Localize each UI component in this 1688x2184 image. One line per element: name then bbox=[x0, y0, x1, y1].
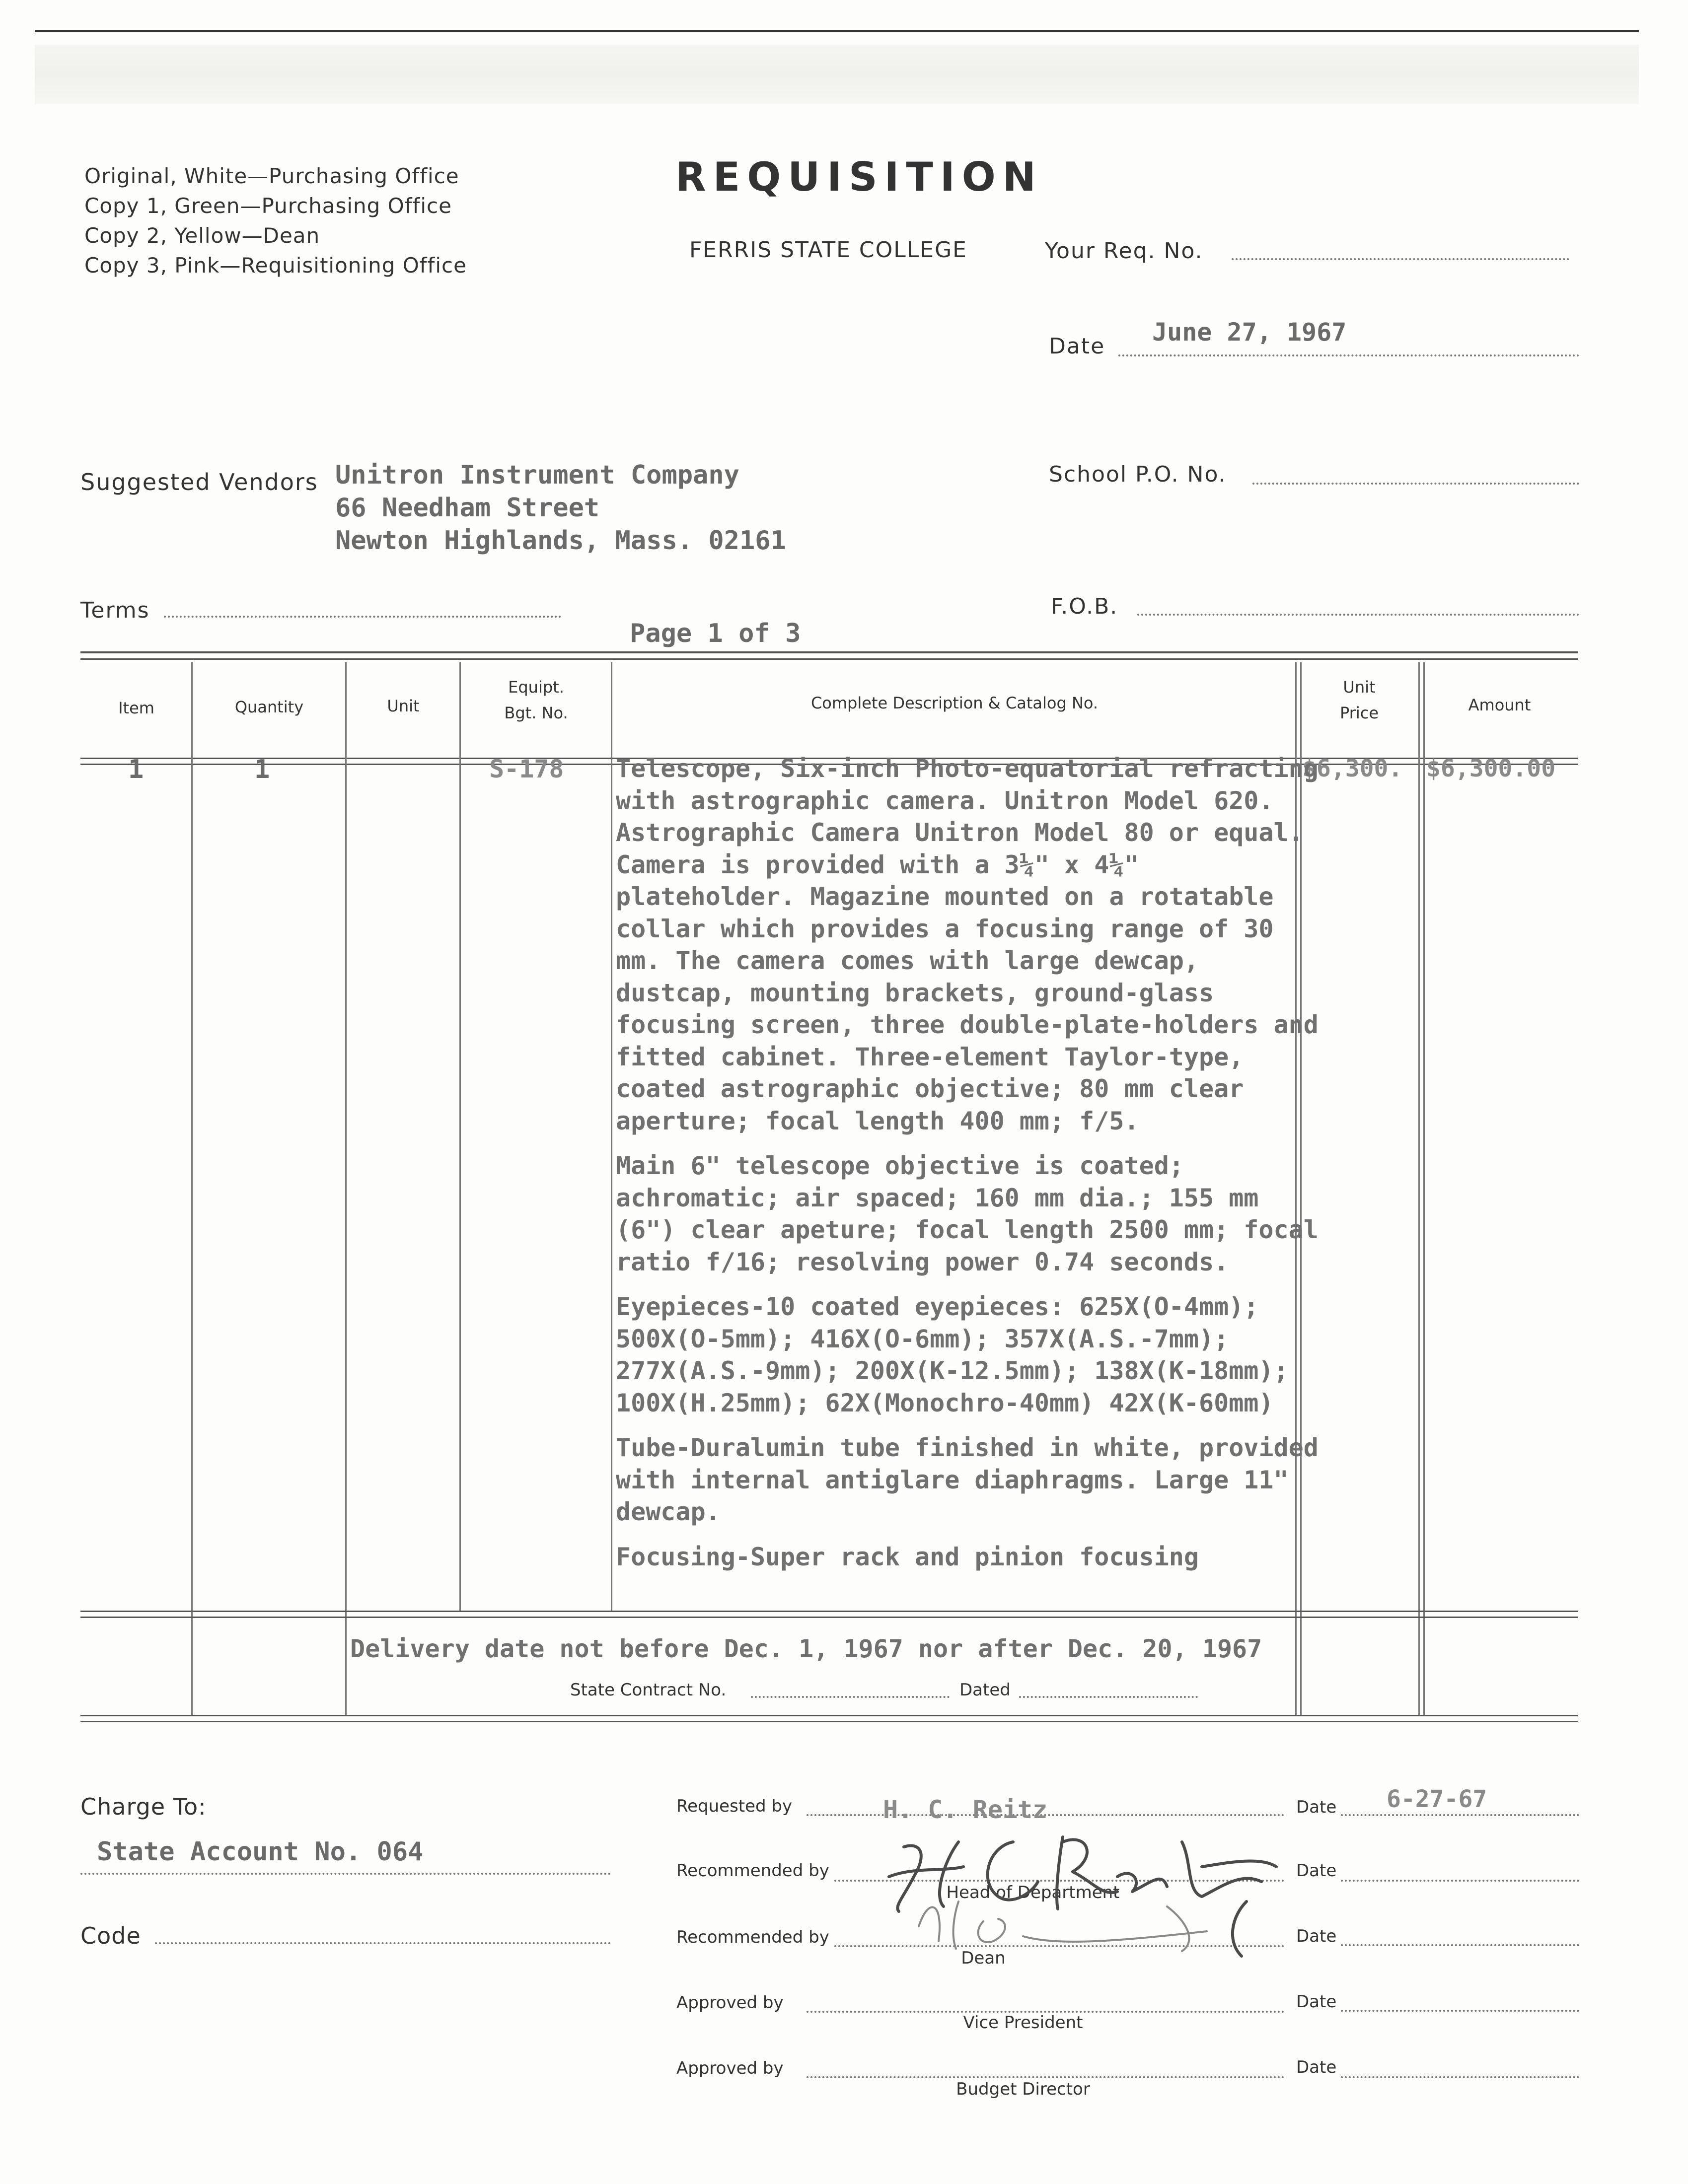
requested-date-field[interactable] bbox=[1341, 1814, 1579, 1816]
your-req-field[interactable] bbox=[1232, 258, 1569, 260]
approved-by-vp-label: Approved by bbox=[676, 1993, 784, 2013]
col-divider bbox=[1418, 662, 1420, 1715]
col-divider bbox=[1423, 662, 1425, 1715]
head-of-department-caption: Head of Department bbox=[946, 1883, 1120, 1902]
description-paragraph: Main 6" telescope objective is coated; achromatic; air spaced; 160 mm dia.; 155 mm (6") clear apeture; focal length 2500 mm; focal ratio f/16; resolving power 0.74 seconds. bbox=[616, 1151, 1319, 1276]
requested-by-value: H. C. Reitz bbox=[883, 1795, 1048, 1824]
row-equipt: S-178 bbox=[489, 755, 564, 783]
charge-value: State Account No. 064 bbox=[97, 1837, 424, 1867]
row-unit-price: $6,300. bbox=[1302, 755, 1403, 782]
your-req-label: Your Req. No. bbox=[1045, 238, 1203, 264]
table-bottom-rule-2 bbox=[80, 1721, 1578, 1722]
row-item: 1 bbox=[128, 755, 144, 784]
vendor-label: Suggested Vendors bbox=[80, 469, 318, 495]
recommended-dean-date-field[interactable] bbox=[1341, 1944, 1579, 1946]
col-header-amount: Amount bbox=[1468, 696, 1531, 714]
col-header-equipt-line2: Bgt. No. bbox=[504, 704, 568, 722]
requested-date-value: 6-27-67 bbox=[1387, 1785, 1487, 1813]
charge-field[interactable] bbox=[80, 1873, 611, 1875]
col-header-equipt bbox=[460, 674, 612, 726]
approved-vp-date-field[interactable] bbox=[1341, 2010, 1579, 2012]
approved-budget-date-field[interactable] bbox=[1341, 2076, 1579, 2078]
terms-field[interactable] bbox=[164, 616, 561, 618]
vice-president-caption: Vice President bbox=[963, 2013, 1083, 2033]
requested-by-label: Requested by bbox=[676, 1796, 793, 1816]
table-footer-rule-2 bbox=[80, 1617, 1578, 1618]
vendor-block bbox=[335, 459, 786, 557]
recommended-by-dean-label: Recommended by bbox=[676, 1927, 829, 1947]
description-paragraph: Telescope, Six-inch Photo-equatorial refracting with astrographic camera. Unitron Model 620. Astrographic Camera Unitron Model 80 or equal. Camera is provided with a 3¼" x 4¼" plateholder. Magazine mounted on a rotatable collar which provides a focusing range of 30 mm. The camera comes with large dewcap, dustcap, mounting brackets, ground-glass focusing screen, three double-plate-holders and fitted cabinet. Three-element Taylor-type, coated astrographic objective; 80 mm clear aperture; focal length 400 mm; f/5. bbox=[616, 754, 1319, 1135]
col-header-description: Complete Description & Catalog No. bbox=[810, 694, 1099, 712]
dean-caption: Dean bbox=[961, 1948, 1006, 1968]
code-field[interactable] bbox=[155, 1942, 611, 1944]
state-contract-field[interactable] bbox=[751, 1696, 950, 1698]
top-rule bbox=[35, 30, 1639, 32]
fob-label: F.O.B. bbox=[1051, 594, 1118, 619]
charge-label: Charge To: bbox=[80, 1793, 207, 1820]
vendor-line: Unitron Instrument Company bbox=[335, 460, 739, 490]
recommended-head-date-label: Date bbox=[1296, 1861, 1337, 1881]
copy-distribution bbox=[84, 161, 467, 281]
terms-label: Terms bbox=[80, 598, 150, 623]
form-title: REQUISITION bbox=[675, 154, 1043, 200]
recommended-dean-date-label: Date bbox=[1296, 1926, 1337, 1946]
col-header-equipt-line1: Equipt. bbox=[508, 678, 564, 697]
col-header-unit-price-line1: Unit bbox=[1343, 678, 1376, 697]
col-header-unit-price-line2: Price bbox=[1339, 704, 1379, 722]
school-po-field[interactable] bbox=[1252, 483, 1579, 485]
institution-name: FERRIS STATE COLLEGE bbox=[689, 237, 967, 263]
approved-vp-date-label: Date bbox=[1296, 1992, 1337, 2012]
description-paragraph: Tube-Duralumin tube finished in white, provided with internal antiglare diaphragms. Large 11" dewcap. bbox=[616, 1433, 1319, 1526]
dean-signature bbox=[909, 1887, 1217, 1956]
date-value: June 27, 1967 bbox=[1152, 318, 1347, 347]
table-top-rule-2 bbox=[80, 658, 1578, 660]
vendor-line: 66 Needham Street bbox=[335, 493, 600, 523]
row-amount: $6,300.00 bbox=[1426, 755, 1556, 782]
col-header-unit: Unit bbox=[387, 697, 420, 715]
approved-by-budget-label: Approved by bbox=[676, 2058, 784, 2078]
requested-date-label: Date bbox=[1296, 1797, 1337, 1817]
vendor-line: Newton Highlands, Mass. 02161 bbox=[335, 526, 786, 556]
recommended-head-date-field[interactable] bbox=[1341, 1880, 1579, 1882]
col-divider bbox=[611, 662, 612, 1611]
date-field[interactable] bbox=[1118, 354, 1579, 356]
col-header-unit-price bbox=[1297, 674, 1421, 726]
table-bottom-rule bbox=[80, 1715, 1578, 1716]
col-header-item: Item bbox=[118, 699, 154, 717]
copy-line: Copy 3, Pink—Requisitioning Office bbox=[84, 253, 467, 278]
table-top-rule bbox=[80, 651, 1578, 653]
school-po-label: School P.O. No. bbox=[1049, 462, 1227, 487]
description-paragraph: Eyepieces-10 coated eyepieces: 625X(O-4mm); 500X(O-5mm); 416X(O-6mm); 357X(A.S.-7mm); 277X(A.S.-9mm); 200X(K-12.5mm); 138X(K-18mm); 100X(H.25mm); 62X(Monochro-40mm) 42X(K-60mm) bbox=[616, 1292, 1289, 1417]
state-contract-label: State Contract No. bbox=[570, 1680, 727, 1700]
copy-line: Copy 2, Yellow—Dean bbox=[84, 223, 320, 248]
dated-label: Dated bbox=[959, 1680, 1011, 1700]
bleed-through-band bbox=[35, 45, 1639, 104]
recommended-by-label: Recommended by bbox=[676, 1861, 829, 1881]
copy-line: Copy 1, Green—Purchasing Office bbox=[84, 194, 452, 218]
col-header-quantity: Quantity bbox=[234, 698, 304, 716]
date-label: Date bbox=[1049, 334, 1105, 359]
row-quantity: 1 bbox=[254, 755, 270, 784]
col-divider bbox=[345, 662, 347, 1715]
copy-line: Original, White—Purchasing Office bbox=[84, 164, 459, 188]
col-divider bbox=[459, 662, 461, 1611]
fob-field[interactable] bbox=[1137, 614, 1579, 616]
code-label: Code bbox=[80, 1922, 141, 1949]
approved-budget-date-label: Date bbox=[1296, 2057, 1337, 2077]
description-paragraph: Focusing-Super rack and pinion focusing bbox=[616, 1542, 1199, 1571]
dated-field[interactable] bbox=[1019, 1696, 1198, 1698]
delivery-note: Delivery date not before Dec. 1, 1967 nor after Dec. 20, 1967 bbox=[350, 1634, 1262, 1663]
item-description bbox=[616, 753, 1321, 1573]
page-indicator: Page 1 of 3 bbox=[630, 619, 801, 648]
approved-budget-field[interactable] bbox=[807, 2076, 1284, 2078]
budget-director-caption: Budget Director bbox=[956, 2079, 1090, 2099]
table-footer-rule bbox=[80, 1611, 1578, 1612]
col-divider bbox=[191, 662, 193, 1715]
